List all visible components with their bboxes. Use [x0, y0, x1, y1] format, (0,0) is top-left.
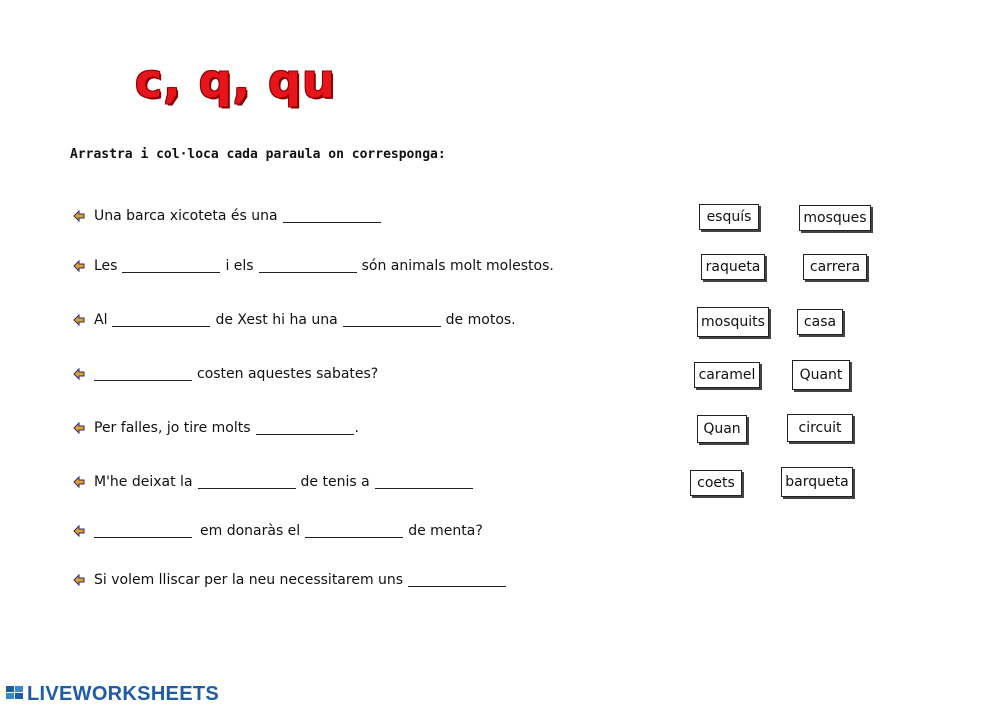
question-row: [72, 364, 378, 384]
answer-blank[interactable]: [94, 368, 192, 381]
question-text: de motos.: [445, 312, 516, 328]
question-row: [72, 521, 483, 541]
question-text: Una barca xicoteta és una: [94, 208, 278, 224]
question-text: de Xest hi ha una: [215, 312, 338, 328]
question-row: [72, 472, 478, 492]
worksheet-title: c, q, qu: [135, 54, 336, 108]
pointer-arrow-icon: [72, 524, 86, 538]
word-chip-caramel[interactable]: caramel: [694, 362, 760, 388]
word-chip-raqueta[interactable]: raqueta: [701, 254, 765, 280]
question-text: costen aquestes sabates?: [197, 366, 379, 382]
answer-blank[interactable]: [408, 574, 506, 587]
question-text: Si volem lliscar per la neu necessitarem uns: [94, 572, 404, 588]
answer-blank[interactable]: [259, 260, 357, 273]
word-chip-quant[interactable]: Quant: [792, 360, 850, 390]
question-text: Al: [94, 312, 108, 328]
question-text: M'he deixat la: [94, 474, 193, 490]
pointer-arrow-icon: [72, 209, 86, 223]
liveworksheets-logo-icon: [6, 684, 24, 706]
answer-blank[interactable]: [375, 476, 473, 489]
question-text: de menta?: [408, 523, 483, 539]
word-chip-casa[interactable]: casa: [797, 309, 843, 335]
question-row: [72, 570, 511, 590]
brand-name: LIVEWORKSHEETS: [27, 683, 219, 705]
pointer-arrow-icon: [72, 367, 86, 381]
pointer-arrow-icon: [72, 313, 86, 327]
pointer-arrow-icon: [72, 259, 86, 273]
word-chip-coets[interactable]: coets: [690, 470, 742, 496]
question-row: [72, 310, 516, 330]
answer-blank[interactable]: [112, 314, 210, 327]
answer-blank[interactable]: [122, 260, 220, 273]
question-row: [72, 256, 554, 276]
question-text: .: [354, 420, 359, 436]
word-chip-carrera[interactable]: carrera: [803, 254, 867, 280]
answer-blank[interactable]: [198, 476, 296, 489]
word-chip-quan[interactable]: Quan: [697, 415, 747, 443]
answer-blank[interactable]: [305, 525, 403, 538]
word-chip-circuit[interactable]: circuit: [787, 414, 853, 442]
word-chip-mosques[interactable]: mosques: [799, 205, 871, 231]
liveworksheets-logo: [6, 683, 219, 706]
answer-blank[interactable]: [256, 422, 354, 435]
question-text: Les: [94, 258, 118, 274]
question-text: Per falles, jo tire molts: [94, 420, 251, 436]
question-row: [72, 206, 386, 226]
question-text: de tenis a: [300, 474, 370, 490]
question-text: em donaràs el: [200, 523, 301, 539]
answer-blank[interactable]: [283, 210, 381, 223]
word-chip-esquis[interactable]: esquís: [699, 204, 759, 230]
question-row: [72, 418, 359, 438]
question-text: i els: [225, 258, 254, 274]
pointer-arrow-icon: [72, 421, 86, 435]
word-chip-barqueta[interactable]: barqueta: [781, 467, 853, 497]
answer-blank[interactable]: [94, 525, 192, 538]
instruction-text: Arrastra i col·loca cada paraula on corresponga:: [70, 147, 446, 162]
pointer-arrow-icon: [72, 573, 86, 587]
pointer-arrow-icon: [72, 475, 86, 489]
question-text: són animals molt molestos.: [361, 258, 554, 274]
word-chip-mosquits[interactable]: mosquits: [697, 307, 769, 337]
answer-blank[interactable]: [343, 314, 441, 327]
